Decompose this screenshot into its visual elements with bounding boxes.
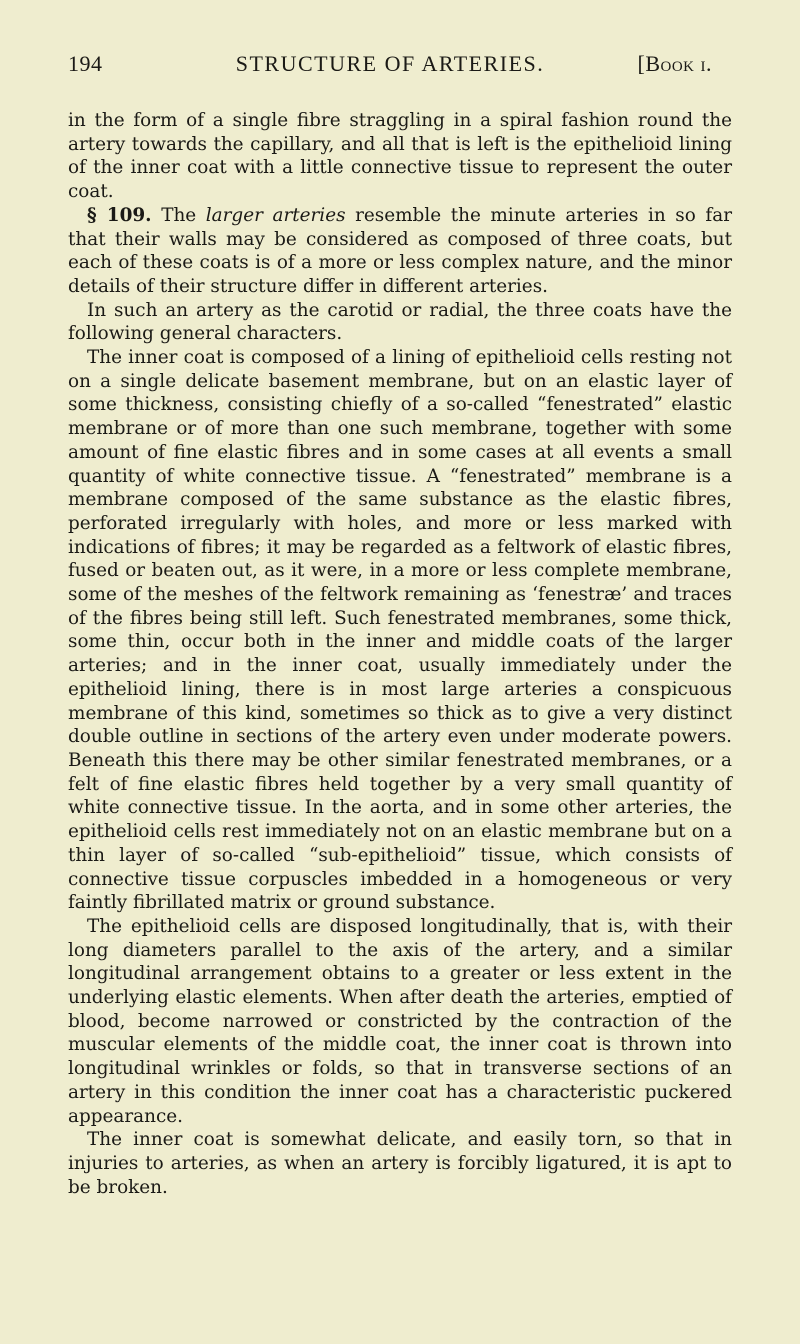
body-text bbox=[68, 109, 732, 1199]
paragraph-section-109 bbox=[68, 204, 732, 299]
italic-term: larger arteries bbox=[205, 204, 346, 226]
paragraph-inner-coat: The inner coat is composed of a lining of epithelioid cells resting not on a single delicate basement membrane, but on an elastic layer of some thickness, consisting chiefly of a so-called “fenestrated” elastic membrane or of more than one such membrane, together with some amount of fine elastic fibres and in some cases at all events a small quantity of white connective tissue. A “fenestrated” membrane is a membrane composed of the same substance as the elastic fibres, perforated irregularly with holes, and more or less marked with indications of fibres; it may be regarded as a feltwork of elastic fibres, fused or beaten out, as it were, in a more or less complete membrane, some of the meshes of the feltwork remaining as ‘fenestræ’ and traces of the fibres being still left. Such fenestrated membranes, some thick, some thin, occur both in the inner and middle coats of the larger arteries; and in the inner coat, usually immediately under the epithelioid lining, there is in most large arteries a conspicuous membrane of this kind, sometimes so thick as to give a very distinct double outline in sections of the artery even under moderate powers. Beneath this there may be other similar fenestrated membranes, or a felt of fine elastic fibres held together by a very small quantity of white connective tissue. In the aorta, and in some other arteries, the epithelioid cells rest immediately not on an elastic membrane but on a thin layer of so-called “sub-epithelioid” tissue, which consists of connective tissue corpuscles imbedded in a homogeneous or very faintly fibrillated matrix or ground substance. bbox=[68, 347, 732, 914]
paragraph-text: The bbox=[151, 204, 206, 226]
paragraph-epithelioid-cells: The epithelioid cells are disposed longitudinally, that is, with their long diameters parallel to the axis of the artery, and a similar longitudinal arrangement obtains to a greater or less extent in the underlying elastic elements. When after death the arteries, emptied of blood, become narrowed or constricted by the contraction of the muscular elements of the middle coat, the inner coat is thrown into longitudinal wrinkles or folds, so that in transverse sections of an artery in this condition the inner coat has a characteristic puckered appearance. bbox=[68, 915, 732, 1127]
paragraph-text: resemble the minute arteries in so far that their walls may be considered as composed of three coats, but each of these coats is of a more or less complex nature, and the minor details of their structure differ in different arteries. bbox=[68, 204, 732, 297]
book-label: [Book i. bbox=[637, 51, 712, 76]
running-head bbox=[68, 50, 712, 78]
page-number: 194 bbox=[68, 51, 103, 76]
section-number: § 109. bbox=[87, 204, 152, 226]
paragraph-continuation: in the form of a single fibre straggling in a spiral fashion round the artery towards the capillary, and all that is left is the epithelioid lining of the inner coat with a little connective tissue to represent the outer coat. bbox=[68, 110, 732, 203]
paragraph-general-characters: In such an artery as the carotid or radial, the three coats have the following general characters. bbox=[68, 299, 732, 345]
paragraph-delicate-coat: The inner coat is somewhat delicate, and easily torn, so that in injuries to arteries, as when an artery is forcibly ligatured, it is apt to be broken. bbox=[68, 1129, 732, 1198]
running-title: STRUCTURE OF ARTERIES. bbox=[235, 51, 545, 76]
